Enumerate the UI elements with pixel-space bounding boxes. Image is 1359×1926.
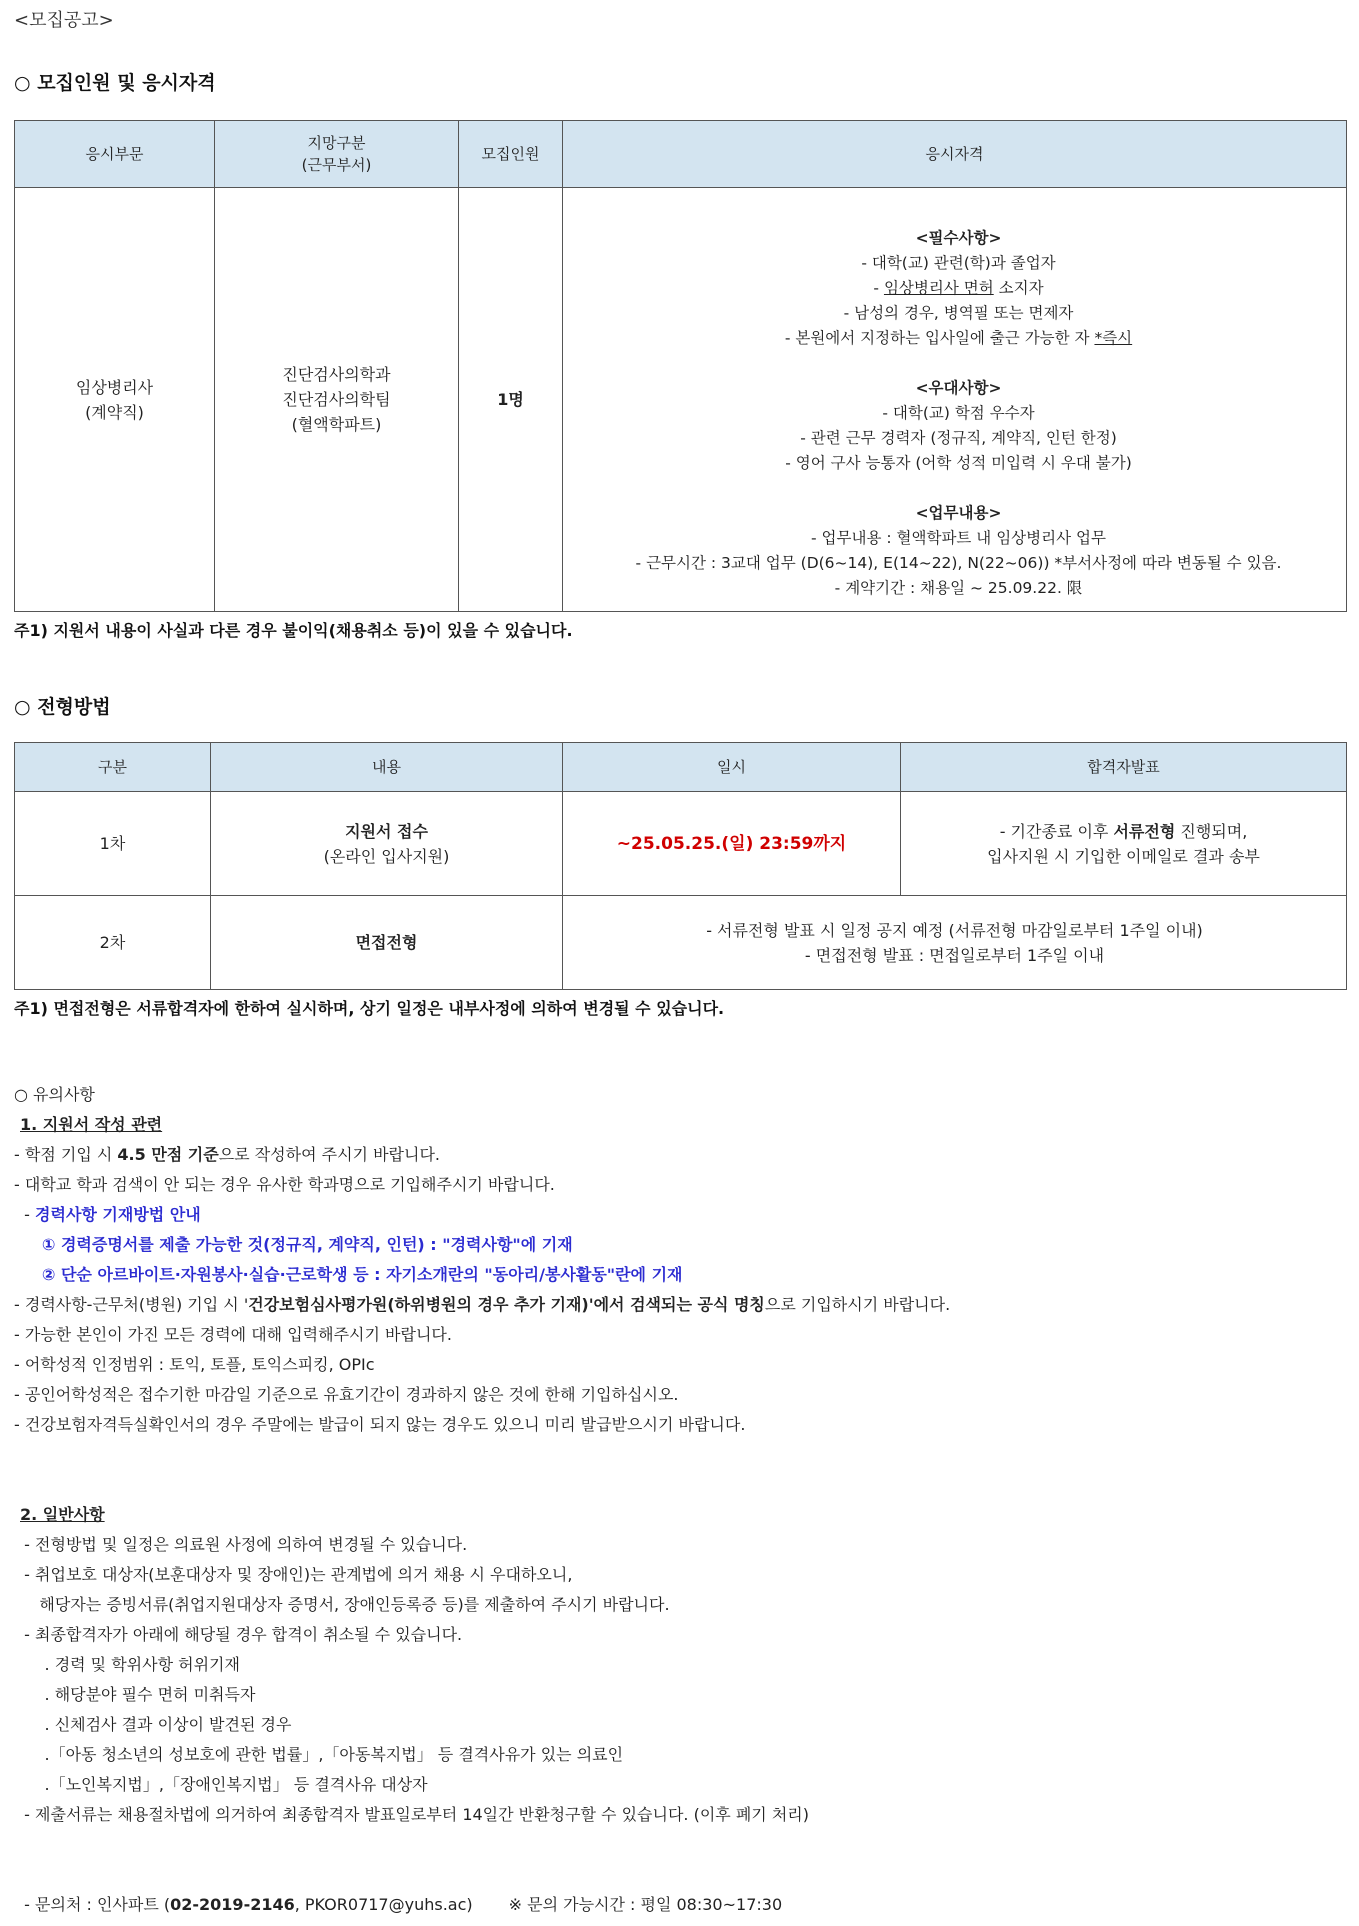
contact-phone: 02-2019-2146 [170, 1895, 295, 1914]
info-2-line1: - 서류전형 발표 시 일정 공지 예정 (서류전형 마감일로부터 1주일 이내) [706, 920, 1203, 940]
content-2: 면접전형 [211, 896, 563, 990]
career-guide-item: ② 단순 아르바이트·자원봉사·실습·근로학생 등 : 자기소개란의 "동아리/봉사활동"란에 기재 [14, 1265, 683, 1284]
general-line: - 취업보호 대상자(보훈대상자 및 장애인)는 관계법에 의거 채용 시 우대하오니, [14, 1565, 573, 1584]
note-line: - 경력사항 기재방법 안내 [14, 1205, 201, 1224]
header-dept-line2: (근무부서) [301, 156, 372, 174]
note-line: - 대학교 학과 검색이 안 되는 경우 유사한 학과명으로 기입해주시기 바랍니다. [14, 1175, 555, 1194]
header-dept-line1: 지망구분 [307, 134, 366, 152]
general-line: . 경력 및 학위사항 허위기재 [14, 1655, 240, 1674]
general-line: . 해당분야 필수 면허 미취득자 [14, 1685, 256, 1704]
field-name: 임상병리사 [75, 377, 154, 397]
header-count: 모집인원 [459, 121, 563, 188]
result-1-line2: 입사지원 시 기입한 이메일로 결과 송부 [987, 846, 1260, 866]
career-guide-title: 경력사항 기재방법 안내 [35, 1205, 201, 1224]
preferred-item: - 영어 구사 능통자 (어학 성적 미입력 시 우대 불가) [785, 454, 1132, 472]
contact-line: - 문의처 : 인사파트 (02-2019-2146, PKOR0717@yuhs.ac) ※ 문의 가능시간 : 평일 08:30~17:30 [14, 1895, 783, 1914]
selection-table [14, 742, 1347, 990]
dept-line3: (혈액학파트) [291, 415, 382, 434]
notes-sub2-title: 2. 일반사항 [20, 1505, 105, 1524]
cell-count: 1명 [459, 188, 563, 612]
preferred-item: - 관련 근무 경력자 (정규직, 계약직, 인턴 한정) [800, 429, 1117, 447]
duty-title: <업무내용> [915, 504, 1002, 522]
duty-item: - 계약기간 : 채용일 ~ 25.09.22. 限 [834, 579, 1083, 597]
qualification-table [14, 120, 1347, 612]
cell-qualification [563, 188, 1347, 612]
required-item: - 남성의 경우, 병역필 또는 면제자 [843, 304, 1074, 322]
note-line: - 가능한 본인이 가진 모든 경력에 대해 입력해주시기 바랍니다. [14, 1325, 452, 1344]
stage-2: 2차 [15, 896, 211, 990]
notes-section [14, 1080, 950, 1920]
date-1 [563, 792, 901, 896]
header-qualification: 응시자격 [563, 121, 1347, 188]
header-result: 합격자발표 [901, 743, 1347, 792]
immediate-underlined: *즉시 [1094, 329, 1133, 347]
cell-dept [215, 188, 459, 612]
field-type: (계약직) [85, 402, 144, 422]
section1-note: 주1) 지원서 내용이 사실과 다른 경우 불이익(채용취소 등)이 있을 수 있습니다. [14, 621, 573, 640]
general-line: . 신체검사 결과 이상이 발견된 경우 [14, 1715, 292, 1734]
info-2-line2: - 면접전형 발표 : 면접일로부터 1주일 이내 [804, 945, 1105, 965]
notes-title: ○ 유의사항 [14, 1085, 95, 1104]
cell-field [15, 188, 215, 612]
duty-item: - 업무내용 : 혈액학파트 내 임상병리사 업무 [811, 529, 1106, 547]
contact-hours: ※ 문의 가능시간 : 평일 08:30~17:30 [508, 1895, 783, 1914]
career-guide-item: ① 경력증명서를 제출 가능한 것(정규직, 계약직, 인턴) : "경력사항"에 기재 [14, 1235, 573, 1254]
info-2 [563, 896, 1347, 990]
contact-email: , PKOR0717@yuhs.ac) [294, 1895, 473, 1914]
required-item: - 본원에서 지정하는 입사일에 출근 가능한 자 *즉시 [784, 329, 1133, 347]
section2-title: ○ 전형방법 [14, 696, 111, 718]
note-line: - 학점 기입 시 4.5 만점 기준으로 작성하여 주시기 바랍니다. [14, 1145, 440, 1164]
dept-line1: 진단검사의학과 [282, 365, 391, 384]
page-heading: <모집공고> [14, 10, 114, 31]
general-line: 해당자는 증빙서류(취업지원대상자 증명서, 장애인등록증 등)를 제출하여 주시기 바랍니다. [14, 1595, 670, 1614]
section2-note: 주1) 면접전형은 서류합격자에 한하여 실시하며, 상기 일정은 내부사정에 의하여 변경될 수 있습니다. [14, 999, 725, 1018]
header-field: 응시부문 [15, 121, 215, 188]
header-date: 일시 [563, 743, 901, 792]
content-1 [211, 792, 563, 896]
required-item: - 대학(교) 관련(학)과 졸업자 [861, 254, 1056, 272]
note-line: - 건강보험자격득실확인서의 경우 주말에는 발급이 되지 않는 경우도 있으니 미리 발급받으시기 바랍니다. [14, 1415, 746, 1434]
header-content: 내용 [211, 743, 563, 792]
section1-title: ○ 모집인원 및 응시자격 [14, 72, 216, 94]
content-1-title: 지원서 접수 [345, 821, 428, 841]
deadline-date: ~25.05.25.(일) 23:59까지 [616, 833, 847, 854]
required-title: <필수사항> [915, 229, 1002, 247]
general-line: .「노인복지법」,「장애인복지법」 등 결격사유 대상자 [14, 1775, 428, 1794]
notes-sub1-title: 1. 지원서 작성 관련 [20, 1115, 163, 1134]
note-line: - 공인어학성적은 접수기한 마감일 기준으로 유효기간이 경과하지 않은 것에 한해 기입하십시오. [14, 1385, 679, 1404]
result-1-line1: - 기간종료 이후 서류전형 진행되며, [999, 821, 1248, 841]
general-line: - 제출서류는 채용절차법에 의거하여 최종합격자 발표일로부터 14일간 반환청구할 수 있습니다. (이후 폐기 처리) [14, 1805, 809, 1824]
content-1-sub: (온라인 입사지원) [323, 846, 450, 866]
general-line: - 전형방법 및 일정은 의료원 사정에 의하여 변경될 수 있습니다. [14, 1535, 468, 1554]
header-stage: 구분 [15, 743, 211, 792]
license-underlined: 임상병리사 면허 [883, 279, 994, 297]
dept-line2: 진단검사의학팀 [282, 390, 391, 409]
general-line: .「아동 청소년의 성보호에 관한 법률」,「아동복지법」 등 결격사유가 있는 의료인 [14, 1745, 624, 1764]
note-line: - 경력사항-근무처(병원) 기입 시 '건강보험심사평가원(하위병원의 경우 추가 기재)'에서 검색되는 공식 명칭으로 기입하시기 바랍니다. [14, 1295, 951, 1314]
preferred-title: <우대사항> [915, 379, 1002, 397]
preferred-item: - 대학(교) 학점 우수자 [882, 404, 1035, 422]
note-line: - 어학성적 인정범위 : 토익, 토플, 토익스피킹, OPIc [14, 1355, 375, 1374]
result-1 [901, 792, 1347, 896]
duty-item: - 근무시간 : 3교대 업무 (D(6~14), E(14~22), N(22~06)) *부서사정에 따라 변동될 수 있음. [635, 554, 1282, 572]
general-line: - 최종합격자가 아래에 해당될 경우 합격이 취소될 수 있습니다. [14, 1625, 463, 1644]
header-dept [215, 121, 459, 188]
stage-1: 1차 [15, 792, 211, 896]
required-item: - 임상병리사 면허 소지자 [873, 279, 1044, 297]
